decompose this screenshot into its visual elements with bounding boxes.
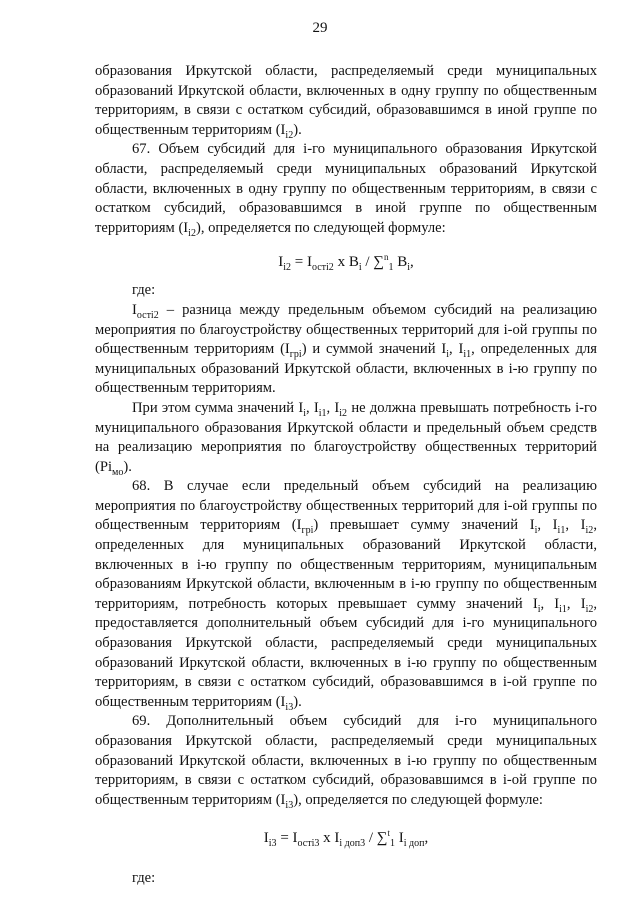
paragraph-p1: образования Иркутской области, распределяемый среди муниципальных образований Иркутской области, включенных в одну группу по общественным территориям, в связи с остатком субсидий, образовавшимся в иной группе по общественным территориям $(I_{i2})$.: [95, 63, 597, 141]
paragraph-group-2: [95, 301, 597, 810]
paragraph-p2: 67. Объем субсидий для i-го муниципального образования Иркутской области, распределяемый среди муниципальных образований Иркутской области, включенных в одну группу по общественным территориям, в связи с остатком субсидий, образовавшимся в иной группе по общественным территориям $(I_{i2})$, определяется по следующей формуле:: [95, 141, 597, 239]
paragraph-group-1: [95, 62, 597, 238]
paragraph-p6: 69. Дополнительный объем субсидий для i-го муниципального образования Иркутской области, распределяемый среди муниципальных образований Иркутской области, включенных в i-ю группу по общественным территориям, в связи с остатком субсидий, образовавшимся в i-ой группе по общественным территориям $(I_{i3})$, определяется по следующей формуле:: [95, 713, 597, 811]
where-label-2: где:: [132, 870, 156, 887]
where-label-1: где:: [132, 282, 156, 299]
paragraph-p5: 68. В случае если предельный объем субсидий на реализацию мероприятия по благоустройству общественных территорий для i-ой группы по общественным территориям $(I_{грi})$ превышает сумму значений $I_i$, $I_{i1}$, $I_{i2}$, определенных для муниципальных образований Иркутской области, включенных в i-ю группу по общественным территориям, муниципальным образованиям Иркутской области, включенным в i-ю группу по общественным территориям, потребность которых превышает сумму значений $I_i$, $I_{i1}$, $I_{i2}$, предоставляется дополнительный объем субсидий для i-го муниципального образования Иркутской области, распределяемый среди муниципальных образований Иркутской области, включенных в i-ю группу по общественным территориям, в связи с остатком субсидий, образовавшимся в i-ой группе по общественным территориям $(I_{i3})$.: [95, 478, 597, 713]
paragraph-p4: При этом сумма значений $I_i$, $I_{i1}$, $I_{i2}$ не должна превышать потребность i-го муниципального образования Иркутской области и предельный объем средств на реализацию мероприятия по благоустройству общественных территорий $(Pi_{мо})$.: [95, 399, 597, 478]
paragraph-p3: $I_{остi2}$ – разница между предельным объемом субсидий на реализацию мероприятия по благоустройству общественных территорий для i-ой группы по общественным территориям $(I_{грi})$ и суммой значений $I_i$, $I_{i1}$, определенных для муниципальных образований Иркутской области, включенных в i-ю группу по общественным территориям.: [95, 301, 597, 397]
formula-2: $I_{i3} = I_{остi3}$ x $I_{i доп3} / \sum^t_1$ $I_{i доп}$,: [263, 828, 429, 850]
document-body: [95, 62, 597, 889]
formula-1: $I_{i2} = I_{остi2}$ x $B_i / \sum^n_1$ $B_i$,: [278, 252, 414, 274]
page-number: 29: [312, 20, 328, 36]
